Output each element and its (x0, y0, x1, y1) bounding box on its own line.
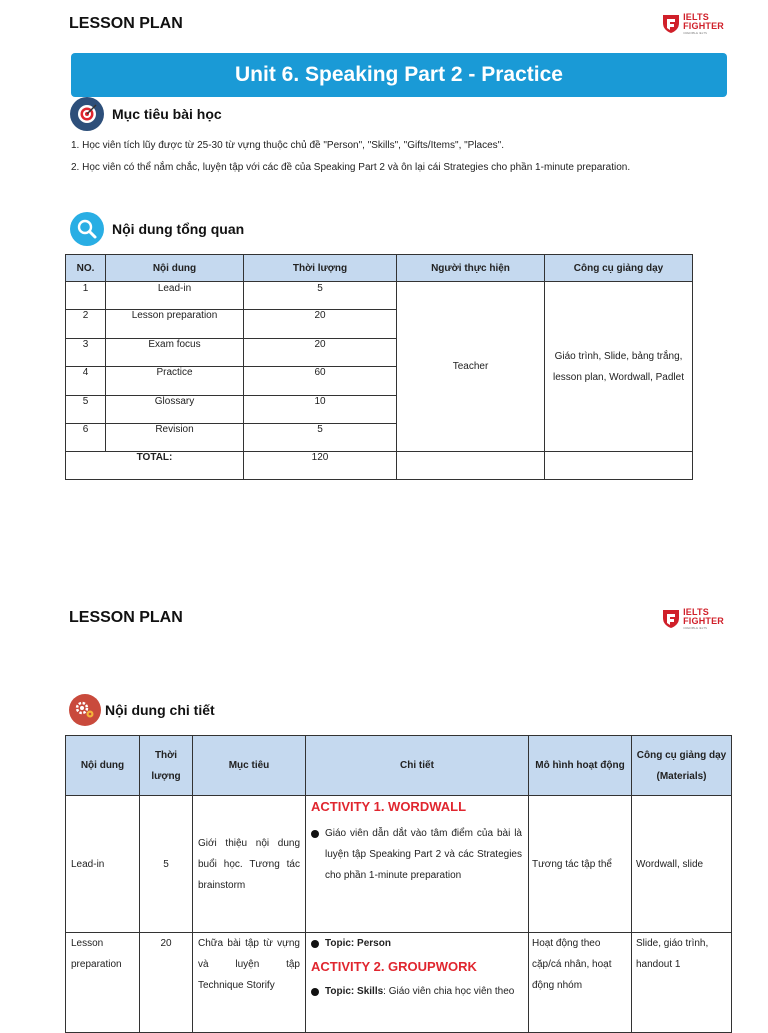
row-tools: Slide, giáo trình, handout 1 (632, 933, 732, 1033)
table-row (66, 933, 732, 1033)
ielts-fighter-logo (662, 608, 724, 630)
row-time: 5 (140, 796, 193, 933)
row-content: Revision (106, 424, 244, 452)
table-row (66, 796, 732, 933)
detail-bullet (311, 981, 522, 1002)
bullet-dot-icon (311, 830, 319, 838)
logo-text-line1: IELTS (683, 12, 709, 22)
magnifier-icon (70, 212, 104, 246)
row-no: 3 (66, 339, 106, 367)
detail-heading-label: Nội dung chi tiết (105, 702, 215, 718)
unit-title: Unit 6. Speaking Part 2 - Practice (235, 63, 563, 86)
page2-header-title: LESSON PLAN (69, 609, 183, 626)
row-no: 1 (66, 282, 106, 310)
row-tools: Wordwall, slide (632, 796, 732, 933)
col-header-time (140, 736, 193, 796)
total-row (66, 452, 693, 480)
objectives-heading-label: Mục tiêu bài học (112, 106, 222, 122)
col-header: Thời lượng (244, 255, 397, 282)
row-content: Practice (106, 367, 244, 396)
row-detail (306, 796, 529, 933)
target-icon (70, 97, 104, 131)
col-header: NO. (66, 255, 106, 282)
gears-icon (69, 694, 101, 726)
bullet-dot-icon (311, 988, 319, 996)
logo-mark-icon (662, 14, 680, 34)
col-header-time-line2: lượng (151, 770, 181, 782)
logo-text-line3: CREDIBLE IELTS (683, 626, 708, 630)
col-header: Mô hình hoạt động (529, 736, 632, 796)
row-content: Lesson preparation (66, 933, 140, 1033)
row-goal: Giới thiệu nội dung buổi học. Tương tác brainstorm (193, 796, 306, 933)
overview-header-row (66, 255, 693, 282)
tools-cell: Giáo trình, Slide, bảng trắng, lesson plan, Wordwall, Padlet (545, 282, 693, 452)
empty-cell (545, 452, 693, 480)
bullet-topic-label: Topic: Person (325, 938, 391, 949)
objective-item: 1. Học viên tích lũy được từ 25-30 từ vựng thuộc chủ đề "Person", "Skills", "Gifts/Items", "Places". (71, 140, 505, 151)
col-header: Mục tiêu (193, 736, 306, 796)
row-detail (306, 933, 529, 1033)
objective-item: 2. Học viên có thể nắm chắc, luyện tập với các đề của Speaking Part 2 và ôn lại cái Strategies cho phần 1-minute preparation. (71, 162, 631, 173)
performer-cell: Teacher (397, 282, 545, 452)
row-content: Exam focus (106, 339, 244, 367)
row-no: 5 (66, 396, 106, 424)
row-model: Hoạt động theo cặp/cá nhân, hoạt động nhóm (529, 933, 632, 1033)
table-row (66, 282, 693, 310)
col-header: Công cụ giảng dạy (545, 255, 693, 282)
row-content: Lead-in (66, 796, 140, 933)
logo-text-line1: IELTS (683, 607, 709, 617)
detail-bullet (311, 933, 522, 954)
total-value: 120 (244, 452, 397, 480)
page1-header-title: LESSON PLAN (69, 15, 183, 32)
row-time: 10 (244, 396, 397, 424)
bullet-text-wrap (325, 981, 514, 1002)
logo-text-line3: CREDIBLE IELTS (683, 31, 708, 35)
objectives-heading (70, 97, 222, 131)
row-time: 5 (244, 424, 397, 452)
empty-cell (397, 452, 545, 480)
row-time: 20 (244, 310, 397, 339)
bullet-text: : Giáo viên chia học viên theo (383, 986, 515, 997)
row-time: 60 (244, 367, 397, 396)
row-model: Tương tác tập thể (529, 796, 632, 933)
row-content: Lesson preparation (106, 310, 244, 339)
bullet-dot-icon (311, 940, 319, 948)
col-header: Nội dung (106, 255, 244, 282)
col-header-time-line1: Thời (154, 749, 178, 761)
col-header-tools-line1: Công cụ giảng dạy (636, 749, 727, 761)
total-label: TOTAL: (66, 452, 244, 480)
col-header-tools-line2: (Materials) (656, 770, 707, 782)
bullet-text: Giáo viên dẫn dắt vào tâm điểm của bài là luyện tập Speaking Part 2 và các Strategies cho phần 1-minute preparation (325, 828, 522, 881)
bullet-topic-label: Topic: Skills (325, 986, 384, 997)
overview-heading-label: Nội dung tổng quan (112, 221, 245, 237)
activity-title: ACTIVITY 2. GROUPWORK (311, 959, 477, 974)
detail-heading (69, 694, 215, 726)
row-no: 2 (66, 310, 106, 339)
col-header-tools (632, 736, 732, 796)
activity-title: ACTIVITY 1. WORDWALL (311, 799, 467, 814)
col-header: Người thực hiện (397, 255, 545, 282)
row-time: 5 (244, 282, 397, 310)
row-no: 4 (66, 367, 106, 396)
ielts-fighter-logo (662, 13, 724, 35)
row-goal: Chữa bài tập từ vựng và luyện tập Technique Storify (193, 933, 306, 1033)
detail-bullet (311, 823, 522, 886)
row-content: Lead-in (106, 282, 244, 310)
logo-text-line2: FIGHTER (683, 616, 724, 626)
col-header: Chi tiết (306, 736, 529, 796)
detail-table (65, 735, 732, 1033)
detail-header-row (66, 736, 732, 796)
row-content: Glossary (106, 396, 244, 424)
overview-heading (70, 212, 244, 246)
col-header: Nội dung (66, 736, 140, 796)
row-time: 20 (140, 933, 193, 1033)
overview-table (65, 254, 693, 480)
unit-title-banner (71, 53, 727, 97)
logo-text-line2: FIGHTER (683, 21, 724, 31)
logo-mark-icon (662, 609, 680, 629)
row-time: 20 (244, 339, 397, 367)
row-no: 6 (66, 424, 106, 452)
